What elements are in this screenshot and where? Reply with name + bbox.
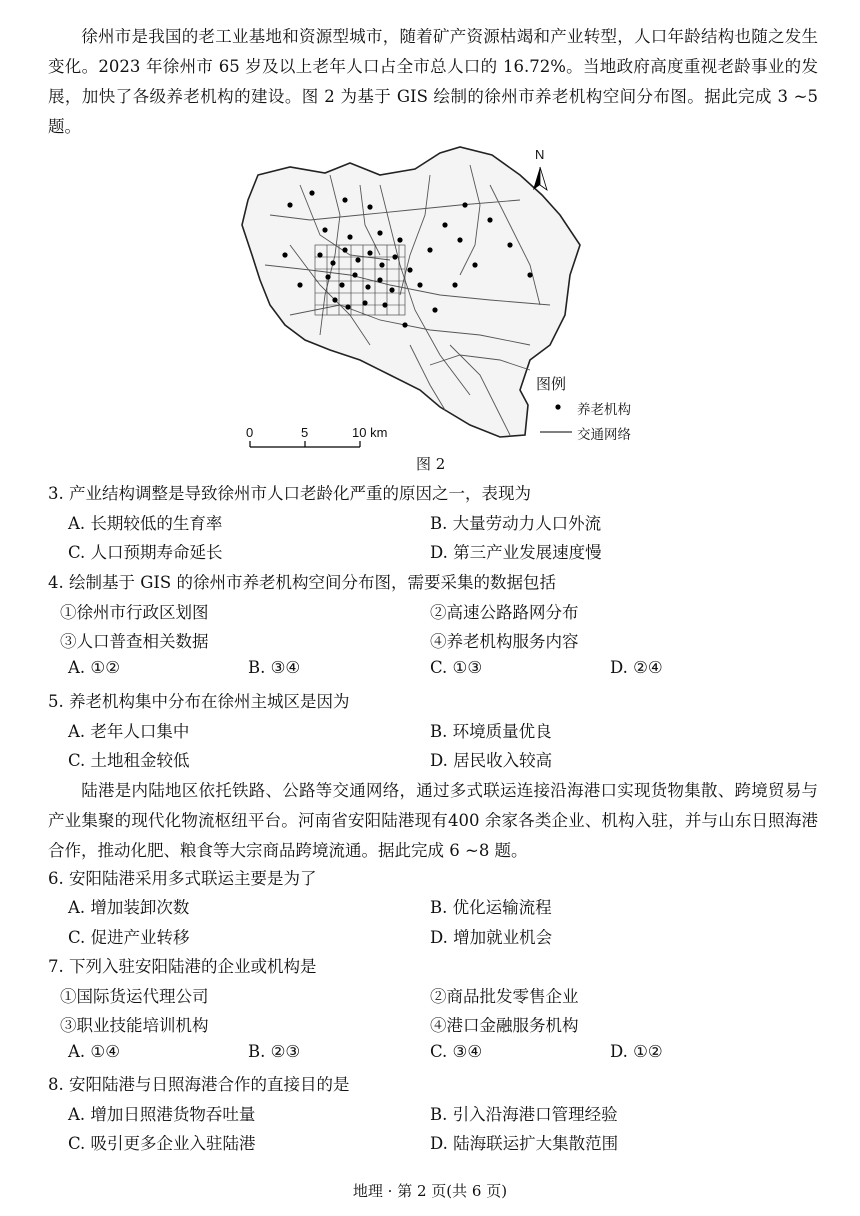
question-8-option-d[interactable]: D. 陆海联运扩大集散范围 [430, 1134, 619, 1153]
question-7-stem: 7. 下列入驻安阳陆港的企业或机构是 [48, 957, 317, 976]
north-arrow-icon [533, 167, 547, 190]
scale-tick-5: 5 [301, 425, 309, 440]
question-3-option-b[interactable]: B. 大量劳动力人口外流 [430, 514, 602, 533]
passage-anyang-dry-port: 陆港是内陆地区依托铁路、公路等交通网络，通过多式联运连接沿海港口实现货物集散、跨境贸易与产业集聚的现代化物流枢纽平台。河南省安阳陆港现有400 余家各类企业、机构入驻，并与山东日照海港合作，推动化肥、粮食等大宗商品跨境流通。据此完成 6 ~8 题。 [48, 781, 818, 860]
question-4-item-3: ③人口普查相关数据 [60, 632, 209, 651]
scale-tick-0: 0 [246, 425, 254, 440]
question-7-item-2: ②商品批发零售企业 [430, 987, 579, 1006]
legend-dot-symbol [555, 404, 560, 409]
question-7-option-a[interactable]: A. ①④ [68, 1042, 120, 1061]
question-6-option-b[interactable]: B. 优化运输流程 [430, 898, 552, 917]
city-boundary [242, 147, 580, 437]
question-3-stem: 3. 产业结构调整是导致徐州市人口老龄化严重的原因之一，表现为 [48, 484, 531, 503]
question-4-option-a[interactable]: A. ①② [68, 658, 120, 677]
scale-tick-10: 10 km [352, 425, 388, 440]
question-4-option-c[interactable]: C. ①③ [430, 658, 483, 677]
question-4-stem: 4. 绘制基于 GIS 的徐州市养老机构空间分布图，需要采集的数据包括 [48, 573, 556, 592]
question-7-option-c[interactable]: C. ③④ [430, 1042, 483, 1061]
legend-title: 图例 [536, 375, 567, 393]
question-3-option-d[interactable]: D. 第三产业发展速度慢 [430, 543, 602, 562]
question-3-option-a[interactable]: A. 长期较低的生育率 [68, 514, 223, 533]
passage-xuzhou: 徐州市是我国的老工业基地和资源型城市，随着矿产资源枯竭和产业转型，人口年龄结构也随之发生变化。2023 年徐州市 65 岁及以上老年人口占全市总人口的 16.72%。当地政府高度重视老龄事业的发展，加快了各级养老机构的建设。图 2 为基于 GIS 绘制的徐州市养老机构空间分布图。据此完成 3 ~5 题。 [48, 27, 818, 136]
question-4-item-4: ④养老机构服务内容 [430, 632, 579, 651]
question-3-option-c[interactable]: C. 人口预期寿命延长 [68, 543, 223, 562]
xuzhou-elderly-care-map [230, 145, 650, 475]
question-6-stem: 6. 安阳陆港采用多式联运主要是为了 [48, 869, 317, 888]
question-6-option-d[interactable]: D. 增加就业机会 [430, 928, 553, 947]
north-label: N [535, 147, 545, 162]
question-5-option-d[interactable]: D. 居民收入较高 [430, 751, 553, 770]
question-7-item-3: ③职业技能培训机构 [60, 1016, 209, 1035]
scale-bar [250, 441, 360, 447]
question-7-item-1: ①国际货运代理公司 [60, 987, 209, 1006]
legend-item-transport: 交通网络 [577, 427, 631, 443]
question-6-option-a[interactable]: A. 增加装卸次数 [68, 898, 190, 917]
legend-item-elderly-care: 养老机构 [577, 402, 631, 418]
figure-caption: 图 2 [416, 455, 446, 473]
question-4-item-2: ②高速公路路网分布 [430, 603, 579, 622]
question-8-option-a[interactable]: A. 增加日照港货物吞吐量 [68, 1105, 256, 1124]
question-4-option-b[interactable]: B. ③④ [248, 658, 301, 677]
question-5-stem: 5. 养老机构集中分布在徐州主城区是因为 [48, 692, 350, 711]
question-8-option-c[interactable]: C. 吸引更多企业入驻陆港 [68, 1134, 256, 1153]
question-6-option-c[interactable]: C. 促进产业转移 [68, 928, 190, 947]
page-footer: 地理 · 第 2 页(共 6 页) [352, 1182, 508, 1200]
question-5-option-a[interactable]: A. 老年人口集中 [68, 722, 190, 741]
question-4-option-d[interactable]: D. ②④ [610, 658, 663, 677]
question-5-option-c[interactable]: C. 土地租金较低 [68, 751, 190, 770]
question-7-option-b[interactable]: B. ②③ [248, 1042, 301, 1061]
question-4-item-1: ①徐州市行政区划图 [60, 603, 209, 622]
question-7-option-d[interactable]: D. ①② [610, 1042, 663, 1061]
question-7-item-4: ④港口金融服务机构 [430, 1016, 579, 1035]
question-8-option-b[interactable]: B. 引入沿海港口管理经验 [430, 1105, 618, 1124]
question-5-option-b[interactable]: B. 环境质量优良 [430, 722, 552, 741]
question-8-stem: 8. 安阳陆港与日照海港合作的直接目的是 [48, 1075, 350, 1094]
